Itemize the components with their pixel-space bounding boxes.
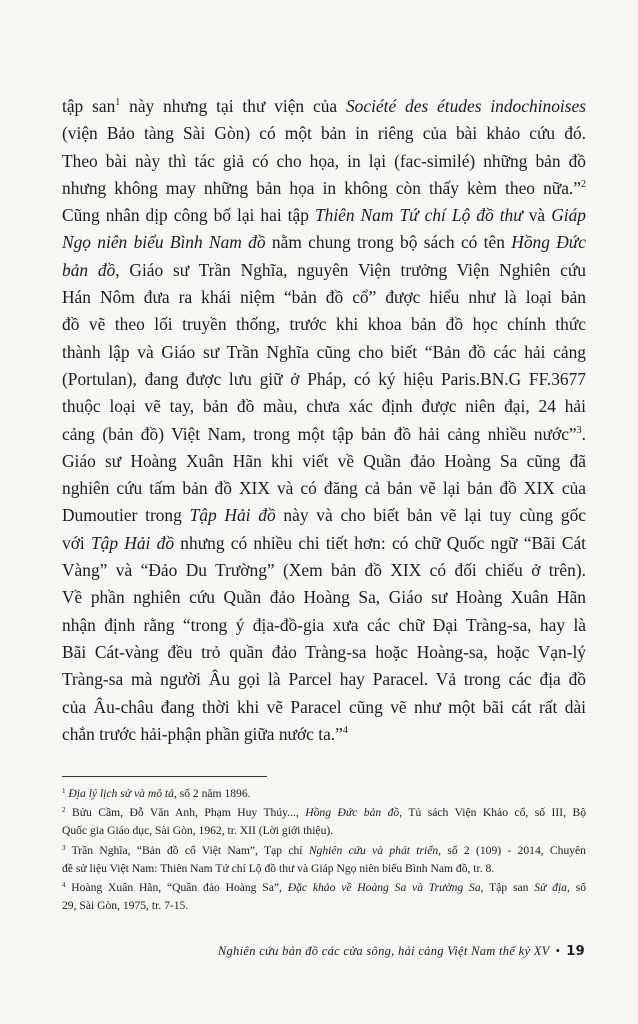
italic-text: Ngọ niên biểu Bình Nam đồ — [62, 232, 266, 253]
text-segment: này và cho biết bản vẽ lại tuy cùng gốc — [275, 505, 586, 526]
paragraph-line — [62, 721, 586, 748]
paragraph-line — [62, 257, 586, 284]
text-segment: , số 2 (109) - 2014, Chuyên — [438, 843, 586, 857]
text-segment: nhận định rằng “trong ý địa-đồ-gia xưa các chữ Đại Tràng-sa, hay là — [62, 614, 586, 635]
text-segment: Tràng-sa mà người Âu gọi là Parcel hay Paracel. Vả trong các địa đồ — [62, 669, 586, 690]
paragraph-line — [62, 366, 586, 393]
text-segment: tập san — [62, 96, 116, 116]
paragraph-line — [62, 93, 586, 120]
footnotes — [62, 785, 586, 916]
text-segment: chắn trước hải-phận phần giữa nước ta.” — [62, 723, 343, 744]
text-segment: Bửu Cầm, Đỗ Văn Anh, Phạm Huy Thúy..., — [65, 806, 306, 820]
footnote-line — [62, 785, 586, 803]
text-segment: thuộc loại vẽ tay, bản đồ màu, chưa xác định được niên đại, 24 hải — [62, 396, 586, 417]
footnote-marker: 1 — [62, 787, 66, 795]
paragraph-line — [62, 612, 586, 639]
running-title: Nghiên cứu bản đồ các cửa sông, hải cảng Việt Nam thế kỷ XV — [217, 944, 550, 958]
footnote-marker: 4 — [62, 881, 66, 890]
text-segment: Cũng nhân dịp công bố lại hai tập — [62, 205, 315, 226]
text-segment: nhưng có nhiều chi tiết hơn: có chữ Quốc ngữ “Bãi Cát — [174, 532, 586, 553]
text-segment: đề sử liệu Việt Nam: Thiên Nam Tứ chí Lộ đồ thư và Giáp Ngọ niên biểu Bình Nam đồ, tr. 8. — [62, 861, 495, 875]
paragraph-line — [62, 639, 586, 666]
text-segment: Vàng” và “Đảo Du Trường” (Xem bản đồ XIX có đối chiếu ở trên). — [62, 560, 586, 581]
paragraph-line — [62, 175, 586, 202]
body-text — [62, 93, 586, 748]
text-segment: , Tập san — [480, 881, 535, 895]
text-segment: (viện Bảo tàng Sài Gòn) có một bản in riêng của bài khảo cứu đó. — [62, 123, 586, 144]
italic-text: Hồng Đức bản đồ — [305, 806, 400, 820]
paragraph-line — [62, 202, 586, 229]
footnote-line — [62, 860, 586, 878]
text-segment: nghiên cứu tấm bản đồ XIX và có đăng cả bản vẽ lại bản đồ XIX của — [62, 478, 586, 499]
paragraph-line — [62, 557, 586, 584]
italic-text: bản đồ — [62, 259, 116, 280]
footnote-4 — [62, 879, 586, 915]
text-segment: , Giáo sư Trần Nghĩa, nguyên Viện trưởng Viện Nghiên cứu — [115, 259, 586, 280]
footnote-marker: 2 — [62, 806, 66, 815]
italic-text: Tập Hải đồ — [90, 532, 175, 553]
text-segment: 29, Sài Gòn, 1975, tr. 7-15. — [62, 899, 189, 913]
page-number: 19 — [566, 944, 585, 959]
paragraph-line — [62, 475, 586, 502]
paragraph-line — [62, 530, 586, 557]
text-segment: , Tủ sách Viện Khảo cổ, số III, Bộ — [399, 806, 586, 820]
footnote-marker: 3 — [62, 843, 66, 852]
paragraph-line — [62, 448, 586, 475]
text-segment: Theo bài này thì tác giả có cho họa, in lại (fac-similé) những bản đồ — [62, 150, 586, 171]
text-segment: Dumoutier trong — [62, 505, 190, 526]
text-segment: Giáo sư Hoàng Xuân Hãn khi viết về Quần đảo Hoàng Sa cũng đã — [62, 450, 586, 471]
footnote-1 — [62, 785, 586, 803]
text-segment: và — [522, 205, 552, 226]
text-segment: Hoàng Xuân Hãn, “Quần đảo Hoàng Sa”, — [65, 881, 288, 895]
italic-text: Giáp — [551, 205, 586, 226]
footnote-line — [62, 897, 586, 915]
text-segment: , số 2 năm 1896. — [173, 787, 251, 800]
footnote-line — [62, 804, 586, 822]
paragraph-line — [62, 284, 586, 311]
italic-text: Thiên Nam Tứ chí Lộ đồ thư — [314, 205, 523, 226]
text-segment: nhưng không may những bản họa in không còn thấy kèm theo nữa.” — [62, 177, 581, 198]
paragraph-line — [62, 120, 586, 147]
text-segment: Về phần nghiên cứu Quần đảo Hoàng Sa, Giáo sư Hoàng Xuân Hãn — [62, 587, 586, 608]
italic-text: Tập Hải đồ — [189, 505, 276, 526]
footnote-marker: 1 — [115, 97, 121, 108]
footnote-3 — [62, 842, 586, 878]
footnote-separator — [62, 776, 267, 777]
paragraph-line — [62, 339, 586, 366]
italic-text: Sử địa — [534, 881, 567, 895]
footnote-line — [62, 879, 586, 897]
footnote-marker: 2 — [581, 178, 586, 190]
text-segment: cảng (bản đồ) Việt Nam, trong một tập bản đồ hải cảng nhiều nước” — [62, 423, 577, 444]
text-segment: , số — [566, 881, 586, 895]
paragraph-line — [62, 148, 586, 175]
paragraph-line — [62, 666, 586, 693]
paragraph-line — [62, 229, 586, 256]
text-segment: đồ vẽ theo lối truyền thống, trước khi khoa bản đồ học chính thức — [62, 314, 586, 335]
paragraph-line — [62, 311, 586, 338]
paragraph-line — [62, 502, 586, 529]
footnote-line — [62, 842, 586, 860]
paragraph-line — [62, 584, 586, 611]
footnote-marker: 4 — [342, 724, 348, 736]
italic-text: Société des études indochinoises — [345, 96, 586, 116]
footnote-2 — [62, 804, 586, 840]
text-segment: Bãi Cát-vàng đều trỏ quần đảo Tràng-sa hoặc Hoàng-sa, hoặc Vạn-lý — [62, 641, 586, 662]
paragraph-line — [62, 393, 586, 420]
footnote-line — [62, 822, 586, 840]
paragraph-line — [62, 421, 586, 448]
text-segment: của Âu-châu đang thời khi vẽ Paracel cũng vẽ như một bãi cát rất dài — [62, 696, 586, 717]
text-segment: Trần Nghĩa, “Bản đồ cổ Việt Nam”, Tạp chí — [65, 843, 309, 857]
text-segment: này nhưng tại thư viện của — [120, 96, 346, 116]
running-footer — [175, 944, 585, 959]
italic-text: Hồng Đức — [511, 232, 586, 253]
text-segment: . — [581, 423, 586, 444]
italic-text: Đặc khảo về Hoàng Sa và Trường Sa — [287, 881, 481, 895]
text-segment: Hán Nôm đưa ra khái niệm “bản đồ cổ” được hiểu như là loại bản — [62, 287, 586, 308]
text-segment: nằm chung trong bộ sách có tên — [265, 232, 512, 253]
text-segment: Quốc gia Giáo dục, Sài Gòn, 1962, tr. XII (Lời giới thiệu). — [62, 824, 334, 838]
italic-text: Địa lý lịch sử và mô tả — [68, 787, 174, 800]
paragraph-line — [62, 694, 586, 721]
footer-bullet: • — [555, 944, 561, 958]
italic-text: Nghiên cứu và phát triển — [308, 843, 439, 857]
text-segment: (Portulan), đang được lưu giữ ở Pháp, có ký hiệu Paris.BN.G FF.3677 — [62, 368, 586, 389]
text-segment: thành lập và Giáo sư Trần Nghĩa cũng cho biết “Bản đồ các hải cảng — [62, 341, 586, 362]
footnote-marker: 3 — [576, 424, 582, 436]
text-segment: với — [62, 532, 91, 553]
